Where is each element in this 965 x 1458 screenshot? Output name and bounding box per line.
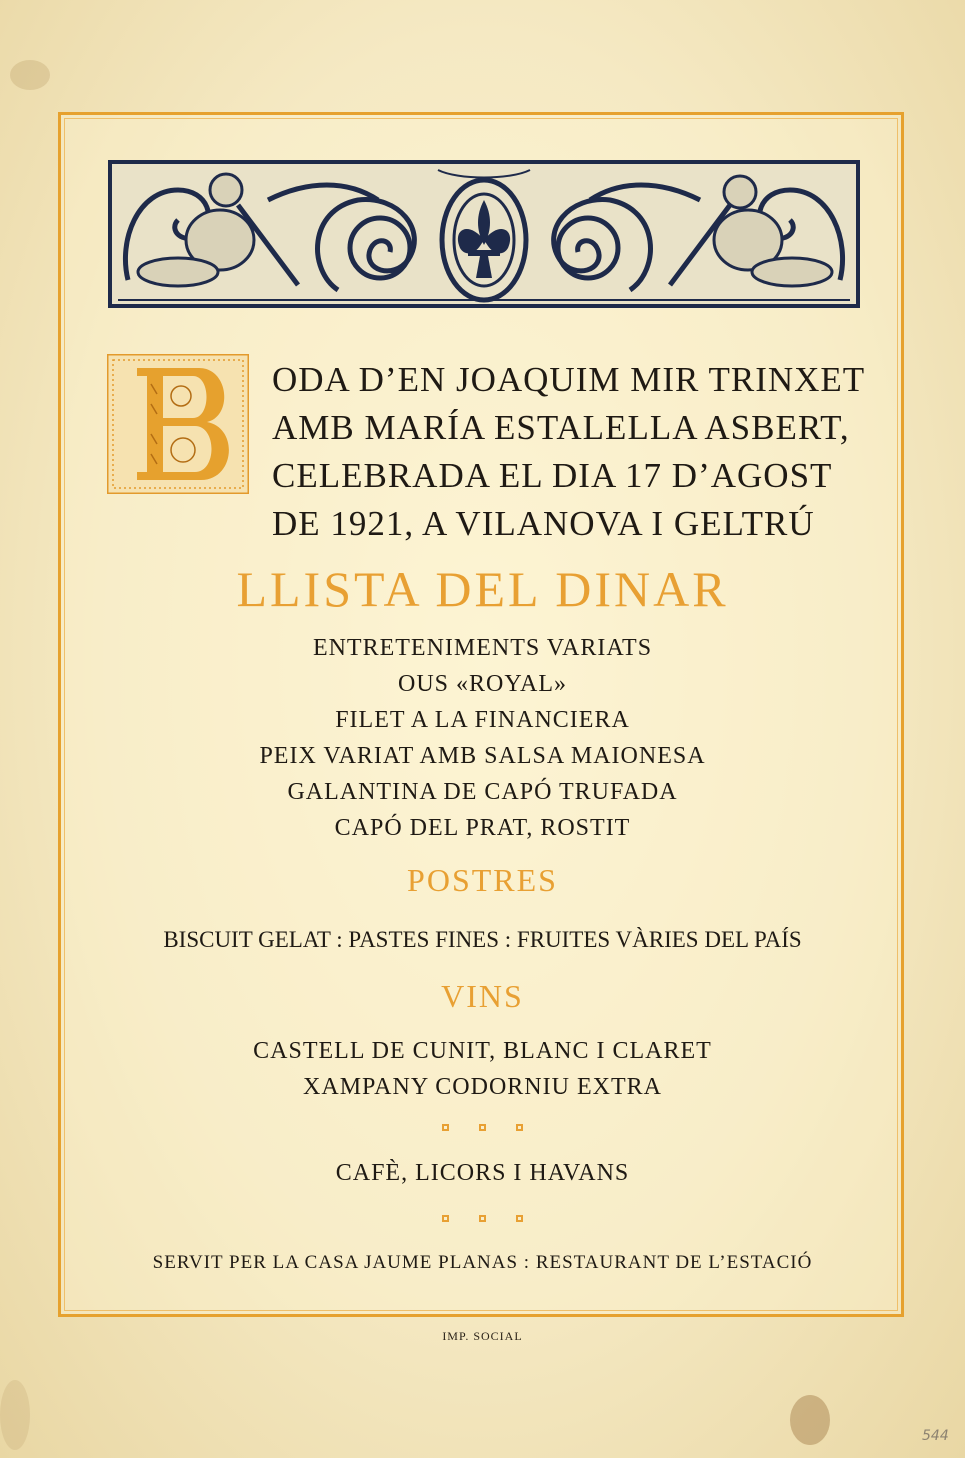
menu-item: ENTRETENIMENTS VARIATS (312, 635, 653, 661)
paper-stain (0, 1380, 30, 1450)
menu-item: CAPÓ DEL PRAT, ROSTIT (334, 815, 631, 841)
heading-line: ODA D’EN JOAQUIM MIR TRINXET (272, 360, 866, 399)
paper-stain (10, 60, 50, 90)
after-items (0, 1155, 965, 1191)
desserts-title: POSTRES (407, 862, 558, 898)
menu-title: LLISTA DEL DINAR (236, 561, 729, 617)
served-by-line: SERVIT PER LA CASA JAUME PLANAS : RESTAURANT DE L’ESTACIÓ (152, 1252, 813, 1273)
paper-stain (790, 1395, 830, 1445)
menu-item: GALANTINA DE CAPÓ TRUFADA (287, 779, 678, 805)
square-dots-separator-icon (0, 1208, 965, 1220)
desserts-items (0, 922, 965, 958)
heading-line: CELEBRADA EL DIA 17 D’AGOST (272, 456, 833, 495)
decorated-initial-b-icon (107, 354, 249, 494)
menu-item: FILET A LA FINANCIERA (335, 707, 630, 733)
menu-item: PEIX VARIAT AMB SALSA MAIONESA (259, 743, 706, 769)
wines-items (0, 1033, 965, 1105)
pencil-note: 544 (922, 1428, 949, 1444)
wedding-heading (272, 356, 892, 548)
heading-line: AMB MARÍA ESTALELLA ASBERT, (272, 408, 850, 447)
square-dots-separator-icon (0, 1117, 965, 1129)
printer-imprint: IMP. SOCIAL (442, 1329, 523, 1343)
heading-line: DE 1921, A VILANOVA I GELTRÚ (272, 504, 815, 543)
wine-item: XAMPANY CODORNIU EXTRA (303, 1074, 662, 1100)
dessert-item: BISCUIT GELAT : PASTES FINES : FRUITES VÀRIES DEL PAÍS (163, 927, 802, 952)
cherubs-fleur-de-lis-ornament-icon (108, 160, 860, 308)
menu-items (0, 630, 965, 846)
menu-item: OUS «ROYAL» (397, 671, 567, 697)
after-item: CAFÈ, LICORS I HAVANS (335, 1160, 630, 1186)
wine-item: CASTELL DE CUNIT, BLANC I CLARET (253, 1038, 712, 1064)
wines-title: VINS (441, 978, 524, 1014)
